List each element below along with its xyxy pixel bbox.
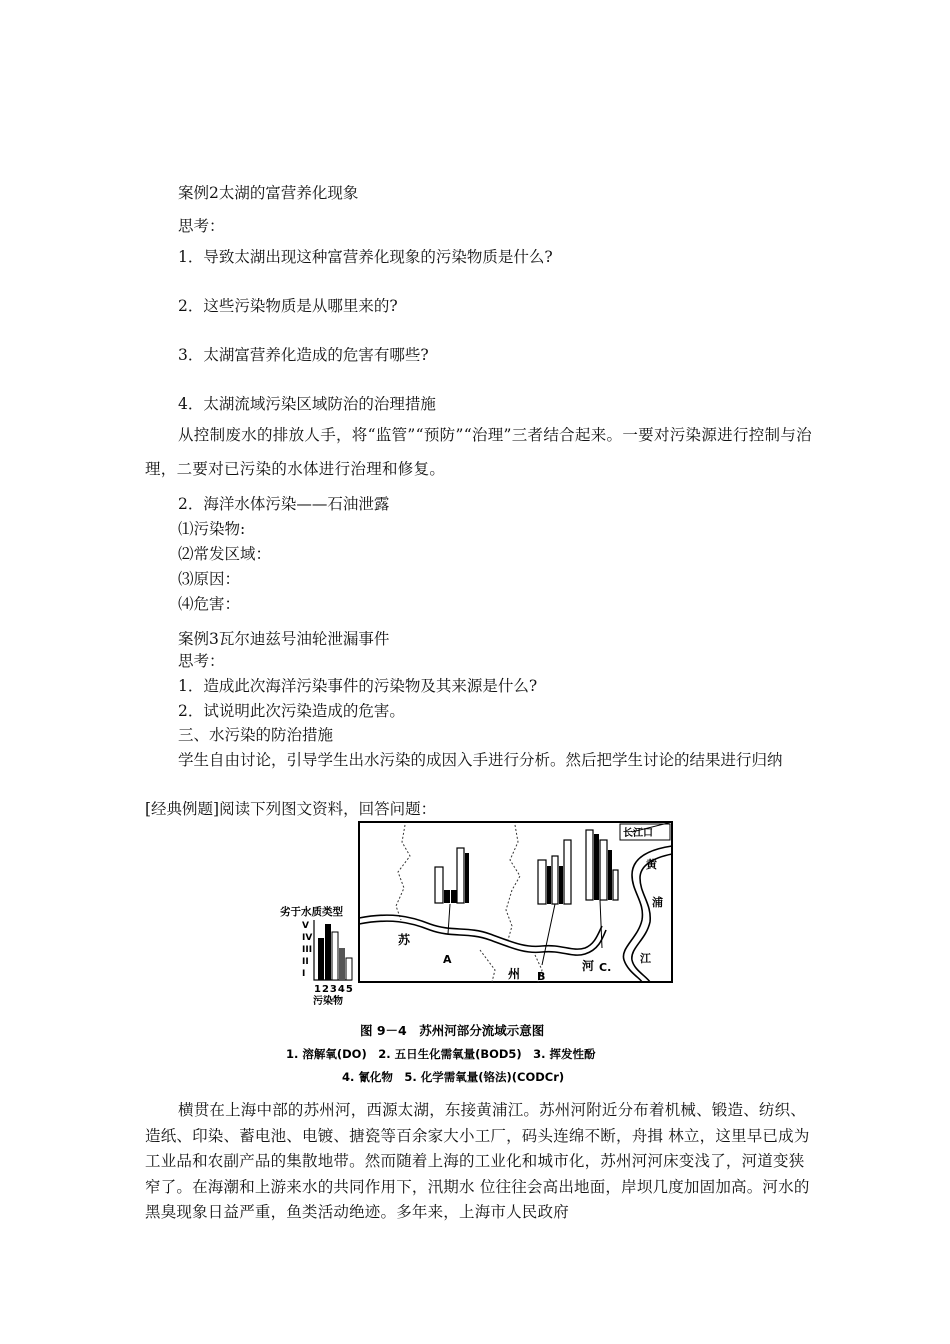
label-site-b: B: [537, 970, 546, 983]
case2-question-2: 2．这些污染物质是从哪里来的?: [178, 297, 398, 315]
label-zhou: 州: [508, 967, 521, 981]
label-yangtze: 长江口: [623, 828, 653, 839]
ocean-harm: ⑷危害：: [178, 595, 241, 613]
case2-think-label: 思考：: [178, 217, 225, 235]
section3-text: 学生自由讨论，引导学生出水污染的成因入手进行分析。然后把学生讨论的结果进行归纳: [178, 751, 783, 769]
case3-question-1: 1．造成此次海洋污染事件的污染物及其来源是什么?: [178, 677, 538, 695]
suzhou-river-figure: [280, 820, 680, 1100]
legend-level: II: [302, 957, 309, 967]
legend-level: I: [302, 969, 306, 979]
section3-title: 三、水污染的防治措施: [178, 726, 334, 744]
label-huang: 黄: [646, 858, 657, 871]
legend-numbers: 12345: [314, 984, 354, 995]
case2-question-3: 3．太湖富营养化造成的危害有哪些?: [178, 346, 429, 364]
suzhou-paragraph: 横贯在上海中部的苏州河，西源太湖，东接黄浦江。苏州河附近分布着机械、锻造、纺织、造纸、印染、蓄电池、电镀、搪瓷等百余家大小工厂，码头连绵不断，舟揖 林立，这里早已成为工业品和农副产品的集散地带。然而随着上海的工业化和城市化，苏州河河床变浅了，河道变狭窄了。在海潮和上游来水的共同作用下，汛期水 位往往会高出地面，岸坝几度加固加高。河水的黑臭现象日益严重，鱼类活动绝迹。多年来，上海市人民政府: [145, 1101, 810, 1221]
legend-xlabel: 污染物: [313, 996, 343, 1007]
example-intro: [经典例题]阅读下列图文资料，回答问题：: [145, 800, 437, 818]
ocean-pollutant: ⑴污染物:: [178, 520, 246, 538]
case2-title: 案例2太湖的富营养化现象: [178, 184, 359, 202]
figure-caption-line2: 4. 氰化物 5. 化学需氧量(铬法)(CODCr): [342, 1070, 565, 1084]
label-site-a: A: [443, 953, 452, 966]
legend-title: 劣于水质类型: [280, 906, 343, 918]
case3-question-2: 2．试说明此次污染造成的危害。: [178, 702, 405, 720]
legend-bars: [318, 924, 352, 980]
figure-caption-title: 图 9－4 苏州河部分流域示意图: [360, 1023, 545, 1038]
ocean-cause: ⑶原因：: [178, 570, 241, 588]
legend-level: III: [302, 945, 313, 955]
case3-title: 案例3瓦尔迪兹号油轮泄漏事件: [178, 630, 390, 648]
case2-answer: 从控制废水的排放人手，将“监管”“预防”“治理”三者结合起来。一要对污染源进行控制与治理，二要对已污染的水体进行治理和修复。: [145, 426, 812, 478]
figure-caption-line1: 1. 溶解氧(DO) 2. 五日生化需氧量(BOD5) 3. 挥发性酚: [286, 1047, 596, 1061]
ocean-region: ⑵常发区域：: [178, 545, 272, 563]
ocean-title: 2．海洋水体污染——石油泄露: [178, 495, 390, 513]
label-he: 河: [582, 959, 595, 973]
label-su: 苏: [398, 933, 411, 947]
case2-question-1: 1．导致太湖出现这种富营养化现象的污染物质是什么?: [178, 248, 553, 266]
label-site-c: C.: [599, 961, 612, 974]
case2-question-4: 4．太湖流域污染区域防治的治理措施: [178, 395, 436, 413]
legend-level: IV: [302, 933, 313, 943]
label-jiang: 江: [640, 952, 651, 965]
label-pu: 浦: [652, 896, 663, 909]
map-frame: [359, 822, 672, 982]
legend-level: V: [302, 921, 309, 931]
case3-think-label: 思考：: [178, 652, 225, 670]
